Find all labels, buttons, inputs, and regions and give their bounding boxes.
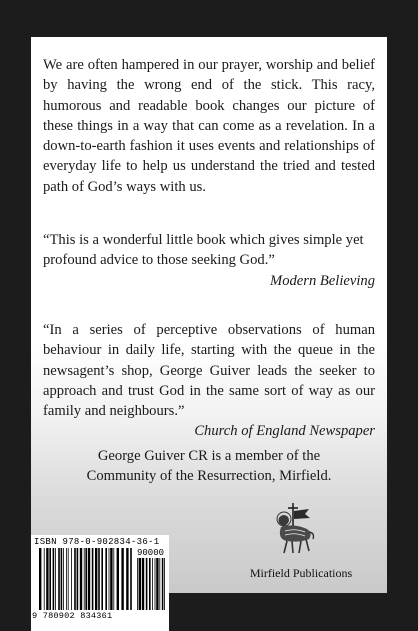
barcode-bar bbox=[164, 558, 165, 610]
barcode-bar bbox=[77, 548, 79, 610]
barcode-bar bbox=[85, 548, 87, 610]
review-quote-text: “This is a wonderful little book which gives simple yet profound advice to those seeking God.” bbox=[43, 232, 364, 269]
barcode-bar bbox=[126, 548, 128, 610]
barcode-bar bbox=[39, 548, 41, 610]
barcode-bar bbox=[61, 548, 63, 610]
isbn-barcode bbox=[31, 535, 169, 631]
barcode-bar bbox=[110, 548, 112, 610]
barcode-bar bbox=[80, 548, 82, 610]
barcode-bar bbox=[92, 548, 94, 610]
barcode-bar bbox=[105, 548, 107, 610]
ean-digits: 9 780902 834361 bbox=[32, 611, 113, 621]
barcode-bar bbox=[159, 558, 160, 610]
lamb-and-flag-icon bbox=[263, 499, 323, 559]
review-quote-text: “In a series of perceptive observations of human behaviour in daily life, starting with the queue in the newsagent’s shop, George Guiver leads the seeker to approach and trust God in the same sort of way as our family and neighbours.” bbox=[43, 322, 375, 420]
barcode-bar bbox=[49, 548, 51, 610]
review-source: Church of England Newspaper bbox=[194, 423, 375, 440]
review-quote-2 bbox=[43, 320, 375, 442]
barcode-bar bbox=[156, 558, 158, 610]
barcode-addon-bars bbox=[137, 558, 165, 610]
barcode-bar bbox=[53, 548, 55, 610]
publisher-name: Mirfield Publications bbox=[249, 566, 353, 580]
review-source: Modern Believing bbox=[270, 272, 375, 289]
book-blurb: We are often hampered in our prayer, worship and belief by having the wrong end of the stick. This racy, humorous and readable book changes our picture of these things in a way that can come as a revelation. In a down-to-earth fashion it uses events and relationships of everyday life to help us understand the tried and tested path of God’s ways with us. bbox=[43, 57, 375, 195]
barcode-bar bbox=[84, 548, 85, 610]
barcode-bar bbox=[63, 548, 64, 610]
barcode-bar bbox=[66, 548, 67, 610]
barcode-bar bbox=[109, 548, 110, 610]
barcode-bar bbox=[149, 558, 151, 610]
barcode-bar bbox=[139, 558, 141, 610]
author-bio-line: Community of the Resurrection, Mirfield. bbox=[86, 468, 332, 485]
barcode-bars bbox=[39, 548, 133, 610]
barcode-bar bbox=[146, 558, 148, 610]
author-bio-line: George Guiver CR is a member of the bbox=[97, 448, 321, 464]
barcode-bar bbox=[98, 548, 100, 610]
barcode-bar bbox=[142, 558, 144, 610]
barcode-bar bbox=[58, 548, 60, 610]
barcode-bar bbox=[152, 558, 153, 610]
barcode-bar bbox=[130, 548, 132, 610]
barcode-bar bbox=[46, 548, 48, 610]
barcode-bar bbox=[88, 548, 90, 610]
author-bio bbox=[43, 446, 375, 487]
barcode-bar bbox=[121, 548, 123, 610]
barcode-bar bbox=[71, 548, 72, 610]
review-quote-1 bbox=[43, 230, 375, 291]
barcode-bar bbox=[162, 558, 164, 610]
isbn-label: ISBN 978-0-902834-36-1 bbox=[34, 537, 160, 547]
barcode-bar bbox=[137, 558, 138, 610]
barcode-bar bbox=[55, 548, 56, 610]
barcode-bar bbox=[68, 548, 69, 610]
barcode-bar bbox=[155, 558, 156, 610]
barcode-bar bbox=[117, 548, 119, 610]
barcode-bar bbox=[101, 548, 103, 610]
barcode-bar bbox=[113, 548, 114, 610]
barcode-bar bbox=[44, 548, 45, 610]
price-code: 90000 bbox=[137, 548, 165, 558]
barcode-bar bbox=[74, 548, 76, 610]
back-cover-panel bbox=[31, 37, 387, 621]
barcode-bar bbox=[95, 548, 97, 610]
